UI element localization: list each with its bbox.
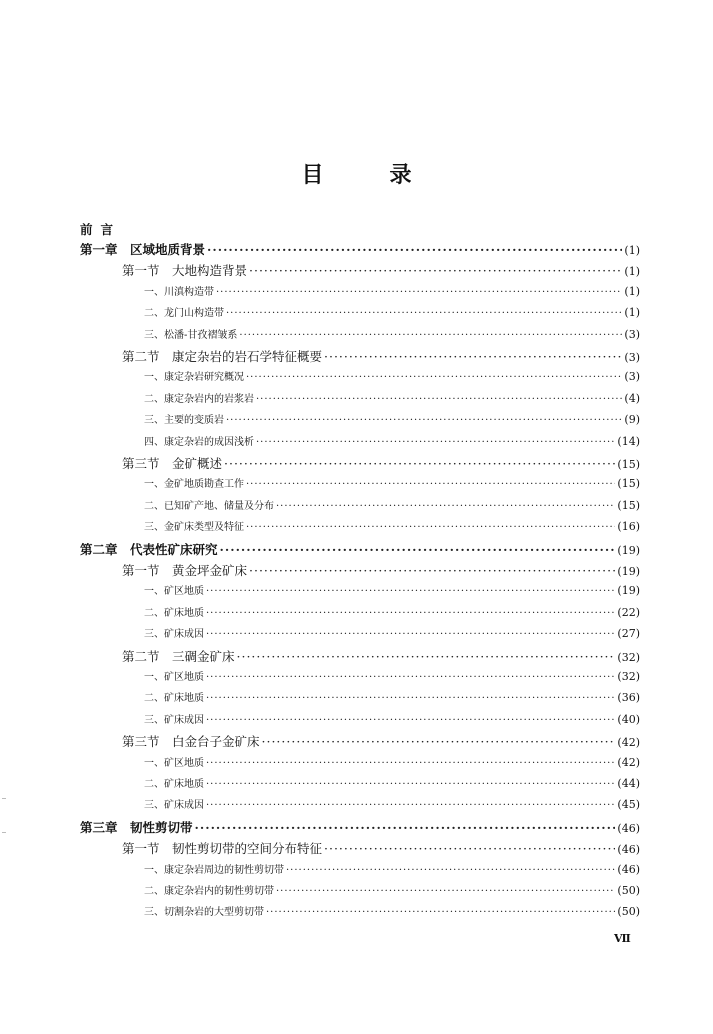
dot-leader: [237, 649, 616, 664]
dot-leader: [246, 372, 622, 383]
dot-leader: [276, 886, 615, 897]
toc-entry-page: (40): [617, 713, 640, 726]
dot-leader: [239, 330, 622, 341]
toc-entry-title: 二、矿床地质: [144, 779, 204, 790]
toc-entry: [144, 861, 640, 876]
dot-leader: [249, 563, 615, 578]
toc-entry-page: (46): [617, 843, 640, 856]
toc-entry-page: (4): [624, 392, 640, 405]
toc-entry: [144, 475, 640, 490]
dot-leader: [216, 287, 622, 298]
toc-entry: [144, 903, 640, 918]
dot-leader: [206, 586, 615, 597]
toc-entry-page: (19): [617, 584, 640, 597]
toc-entry-page: (3): [624, 328, 640, 341]
toc-entry-page: (46): [617, 863, 640, 876]
toc-entry: [144, 882, 640, 897]
toc-entry-page: (3): [624, 351, 640, 364]
toc-entry-title: 一、矿区地质: [144, 672, 204, 683]
dot-leader: [226, 415, 622, 426]
dot-leader: [206, 758, 615, 769]
toc-entry-page: (32): [617, 670, 640, 683]
dot-leader: [206, 608, 615, 619]
toc-entry-title: 三、矿床成因: [144, 629, 204, 640]
dot-leader: [206, 629, 615, 640]
toc-entry: [144, 711, 640, 726]
dot-leader: [324, 349, 622, 364]
toc-entry: [144, 775, 640, 790]
toc-entry-page: (45): [617, 798, 640, 811]
dot-leader: [207, 242, 622, 257]
toc-entry: [144, 433, 640, 448]
page-number-folio: Ⅶ: [614, 932, 631, 945]
dot-leader: [324, 841, 615, 856]
toc-entry-title: 三、切割杂岩的大型剪切带: [144, 907, 264, 918]
toc-entry: [122, 647, 640, 665]
toc-entry-title: 第三节 金矿概述: [122, 456, 223, 471]
page-title: [0, 158, 713, 189]
toc-entry-title: 二、龙门山构造带: [144, 308, 224, 319]
toc-entry-title: 第一节 大地构造背景: [122, 263, 248, 278]
toc-entry-page: (1): [624, 265, 640, 278]
toc-entry-title: 三、矿床成因: [144, 800, 204, 811]
toc-entry-page: (50): [617, 884, 640, 897]
toc-entry: [144, 368, 640, 383]
dot-leader: [195, 820, 616, 835]
toc-entry-page: (15): [617, 477, 640, 490]
toc-entry: [144, 326, 640, 341]
toc-entry-page: (15): [617, 458, 640, 471]
toc-entry: [144, 518, 640, 533]
title-char-left: 目: [301, 162, 324, 188]
toc-entry-title: 第三章 韧性剪切带: [80, 820, 193, 835]
toc-entry-page: (36): [617, 691, 640, 704]
dot-leader: [224, 456, 615, 471]
toc-entry-title: 二、矿床地质: [144, 608, 204, 619]
toc-entry-page: (27): [617, 627, 640, 640]
toc-entry-title: 第一节 韧性剪切带的空间分布特征: [122, 841, 323, 856]
dot-leader: [206, 715, 615, 726]
dot-leader: [266, 907, 615, 918]
toc-entry: [144, 754, 640, 769]
dot-leader: [256, 394, 622, 405]
toc-entry-page: (42): [617, 756, 640, 769]
scan-mark: [2, 832, 6, 833]
dot-leader: [262, 734, 616, 749]
toc-entry: [144, 604, 640, 619]
toc-entry-title: 三、松潘-甘孜褶皱系: [144, 330, 238, 341]
toc-entry: [122, 732, 640, 750]
toc-entry-title: 第三节 白金台子金矿床: [122, 734, 260, 749]
toc-entry-title: 一、康定杂岩周边的韧性剪切带: [144, 865, 284, 876]
toc-entry-title: 一、矿区地质: [144, 586, 204, 597]
toc-entry-page: (15): [617, 499, 640, 512]
toc-entry: [80, 540, 640, 558]
scan-mark: [2, 798, 6, 799]
toc-entry: [144, 582, 640, 597]
toc-entry: [144, 283, 640, 298]
toc-entry-title: 第二节 康定杂岩的岩石学特征概要: [122, 349, 323, 364]
toc-entry: [122, 454, 640, 472]
toc-entry-title: 一、康定杂岩研究概况: [144, 372, 244, 383]
toc-entry-title: 二、康定杂岩内的岩浆岩: [144, 394, 254, 405]
toc-entry-page: (22): [617, 606, 640, 619]
toc-entry-title: 第一章 区域地质背景: [80, 242, 206, 257]
dot-leader: [206, 800, 615, 811]
toc-entry-page: (19): [617, 565, 640, 578]
dot-leader: [246, 479, 615, 490]
dot-leader: [206, 672, 615, 683]
toc-entry: [144, 625, 640, 640]
toc-entry: [122, 261, 640, 279]
toc-entry-title: 二、康定杂岩内的韧性剪切带: [144, 886, 274, 897]
toc-entry-title: 二、矿床地质: [144, 693, 204, 704]
toc-entry-title: 三、主要的变质岩: [144, 415, 224, 426]
toc-entry: [144, 411, 640, 426]
toc-entry-title: 第二章 代表性矿床研究: [80, 542, 218, 557]
dot-leader: [276, 501, 615, 512]
toc-entry-page: (3): [624, 370, 640, 383]
toc-entry-title: 三、金矿床类型及特征: [144, 522, 244, 533]
dot-leader: [206, 779, 615, 790]
toc-entry: [80, 240, 640, 258]
title-char-right: 录: [389, 162, 412, 188]
dot-leader: [206, 693, 615, 704]
toc-entry: [144, 796, 640, 811]
toc-entry: [144, 304, 640, 319]
dot-leader: [246, 522, 615, 533]
toc-entry-page: (50): [617, 905, 640, 918]
dot-leader: [249, 263, 622, 278]
toc-entry-page: (16): [617, 520, 640, 533]
toc-entry: [122, 561, 640, 579]
toc-entry-page: (44): [617, 777, 640, 790]
toc-entry-title: 二、已知矿产地、储量及分布: [144, 501, 274, 512]
toc-entry-title: 三、矿床成因: [144, 715, 204, 726]
toc-entry: [144, 497, 640, 512]
toc-entry-page: (1): [624, 285, 640, 298]
toc-entry-page: (1): [624, 244, 640, 257]
toc-entry: [122, 347, 640, 365]
toc-entry-page: (1): [624, 306, 640, 319]
dot-leader: [256, 437, 615, 448]
toc-entry-title: 四、康定杂岩的成因浅析: [144, 437, 254, 448]
toc-entry-title: 一、川滇构造带: [144, 287, 214, 298]
toc-entry-page: (14): [617, 435, 640, 448]
toc-entry: [144, 390, 640, 405]
toc-entry-page: (46): [617, 822, 640, 835]
toc-entry-title: 第一节 黄金坪金矿床: [122, 563, 248, 578]
toc-entry-title: 一、矿区地质: [144, 758, 204, 769]
toc-entry: [122, 839, 640, 857]
dot-leader: [220, 542, 616, 557]
toc-entry-title: 一、金矿地质勘查工作: [144, 479, 244, 490]
toc-entry-page: (19): [617, 544, 640, 557]
toc-entry: [80, 818, 640, 836]
preface-entry: 前言: [80, 222, 122, 237]
toc-entry-title: 第二节 三碉金矿床: [122, 649, 235, 664]
dot-leader: [286, 865, 615, 876]
toc-entry: [144, 689, 640, 704]
toc-entry-page: (42): [617, 736, 640, 749]
toc-entry-page: (9): [624, 413, 640, 426]
dot-leader: [226, 308, 622, 319]
toc-entry-page: (32): [617, 651, 640, 664]
toc-entry: [144, 668, 640, 683]
